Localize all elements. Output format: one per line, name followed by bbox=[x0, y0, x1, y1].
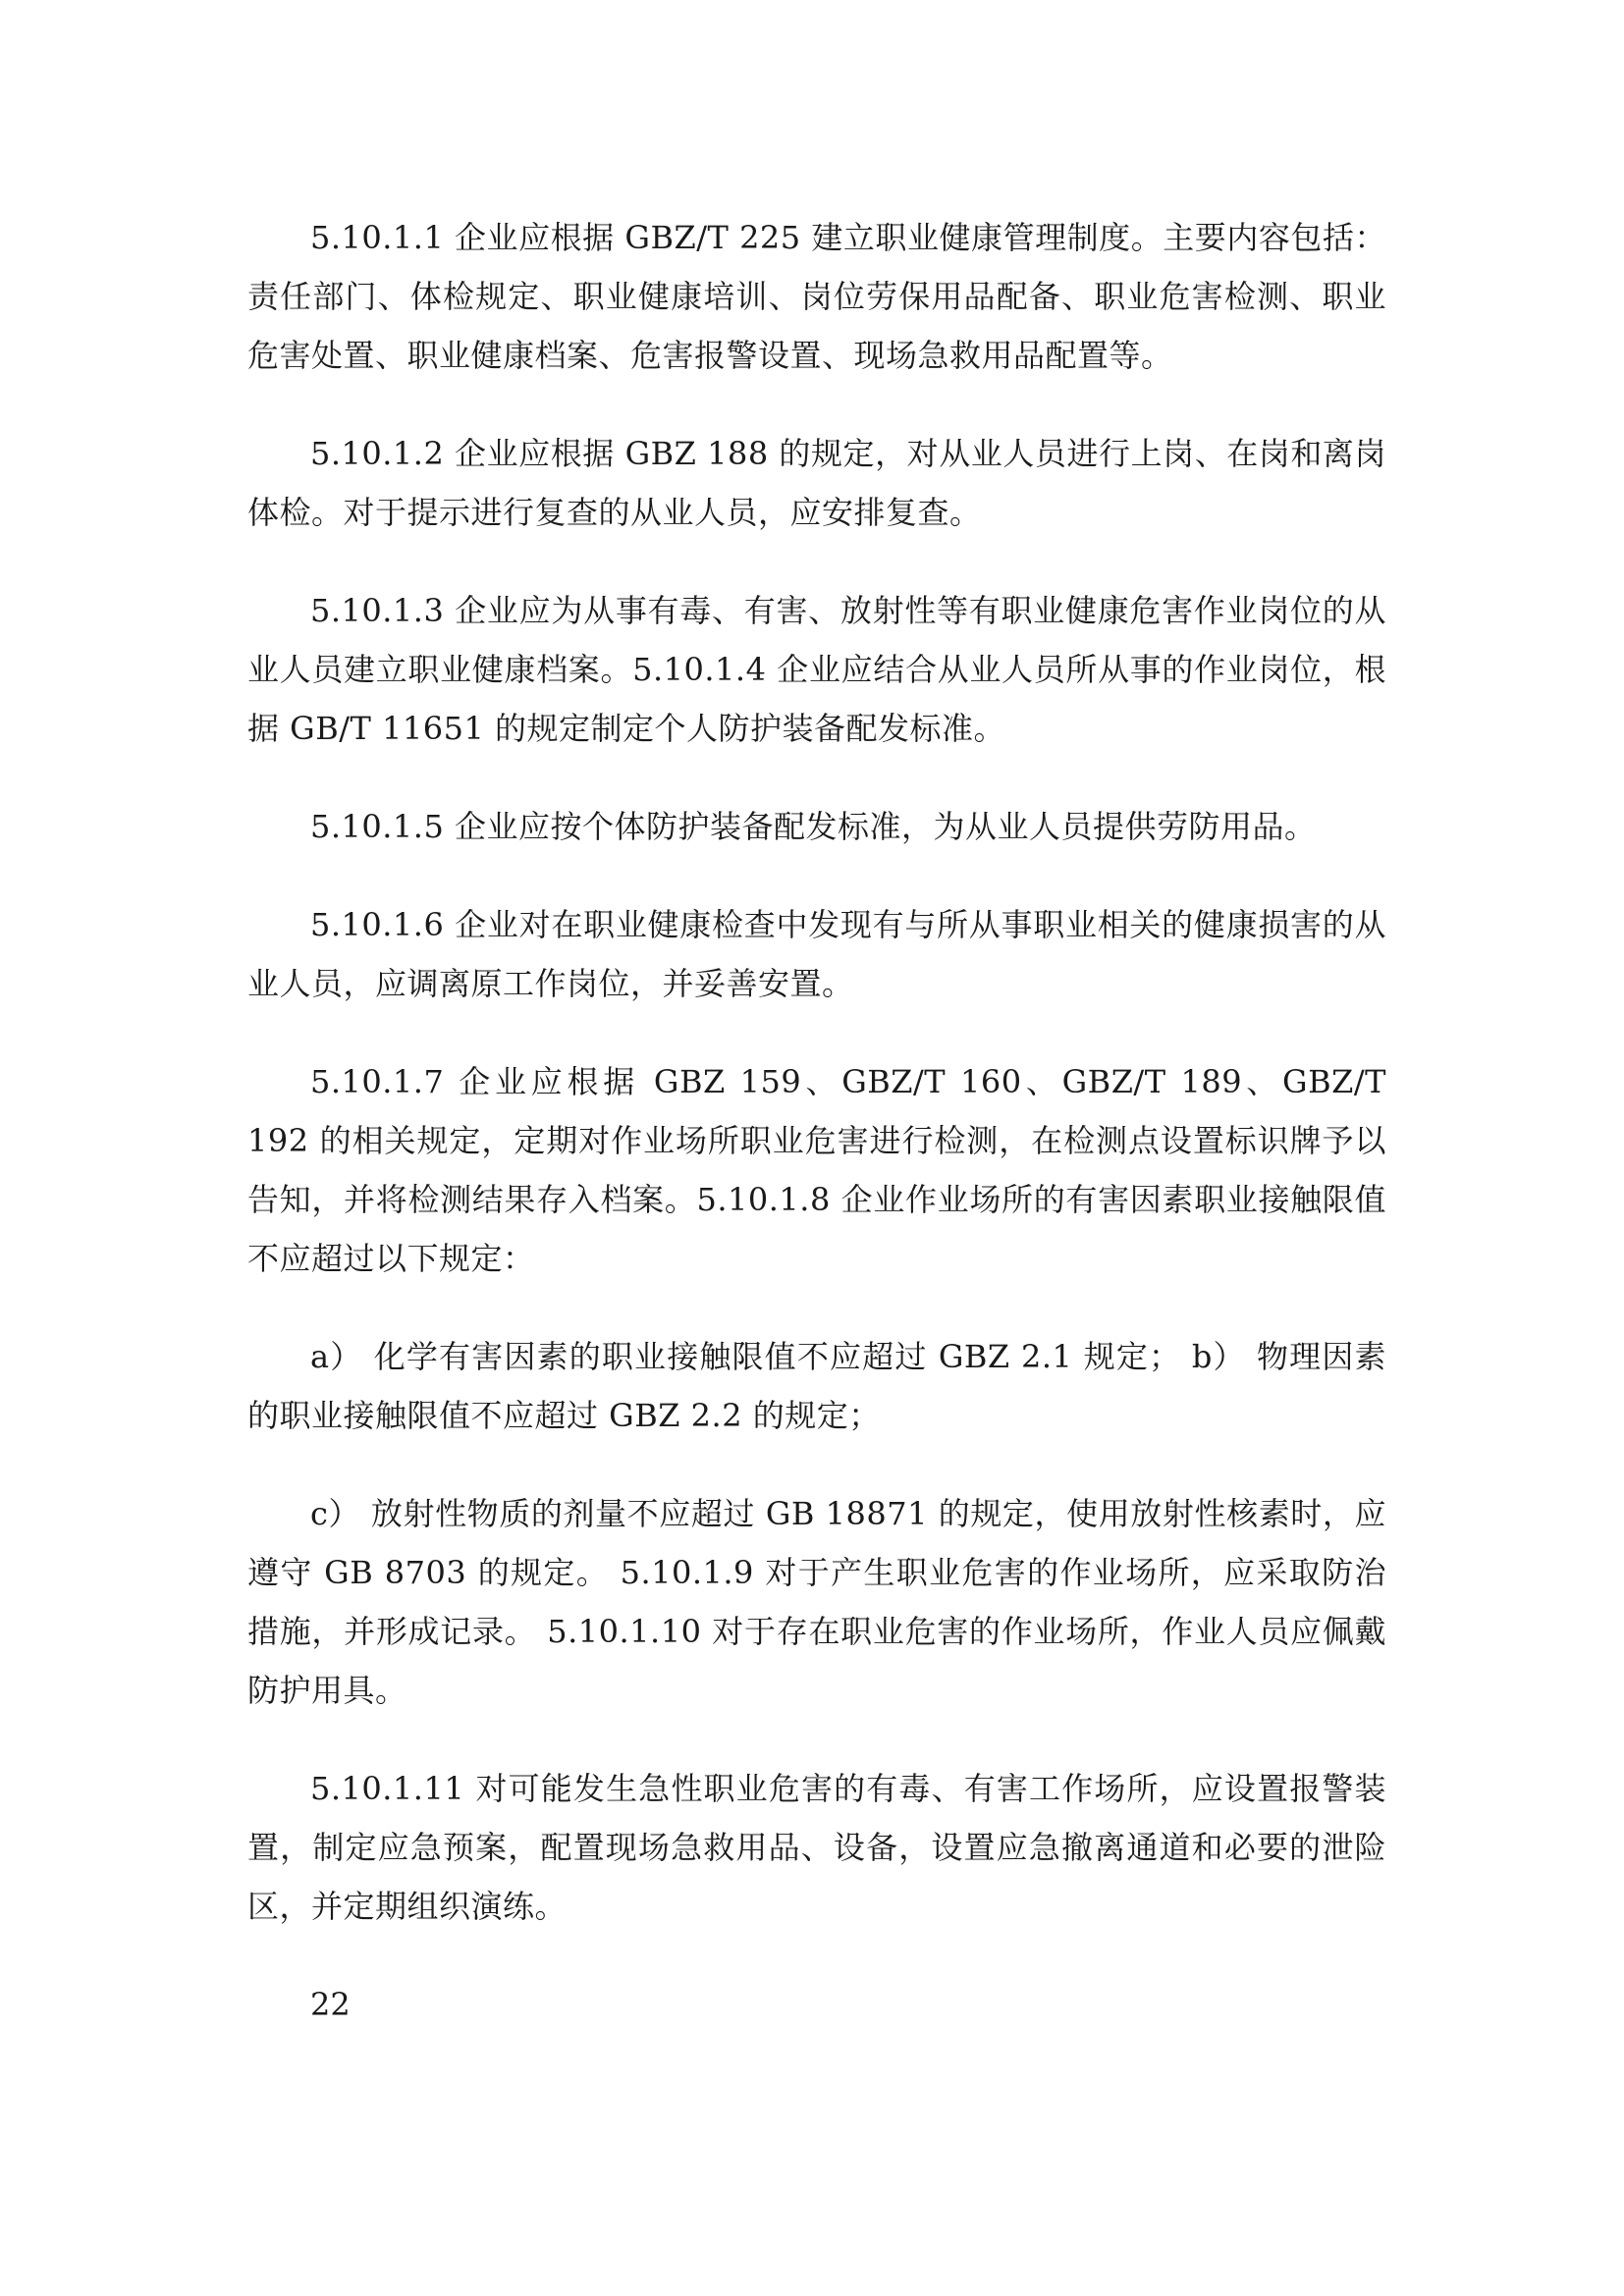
paragraph-5-10-1-5: 5.10.1.5 企业应按个体防护装备配发标准，为从业人员提供劳防用品。 bbox=[310, 808, 1317, 845]
paragraph-list-c: c） 放射性物质的剂量不应超过 GB 18871 的规定，使用放射性核素时，应遵守 GB 8703 的规定。 5.10.1.9 对于产生职业危害的作业场所，应采取防治措施，并形成记录。 5.10.1.10 对于存在职业危害的作业场所，作业人员应佩戴防护用具。 bbox=[247, 1495, 1386, 1709]
paragraph-5-10-1-2: 5.10.1.2 企业应根据 GBZ 188 的规定，对从业人员进行上岗、在岗和离岗体检。对于提示进行复查的从业人员，应安排复查。 bbox=[247, 435, 1386, 531]
paragraph-5-10-1-6: 5.10.1.6 企业对在职业健康检查中发现有与所从事职业相关的健康损害的从业人员，应调离原工作岗位，并妥善安置。 bbox=[247, 906, 1386, 1002]
paragraph-5-10-1-7: 5.10.1.7 企业应根据 GBZ 159、GBZ/T 160、GBZ/T 189、GBZ/T 192 的相关规定，定期对作业场所职业危害进行检测，在检测点设置标识牌予以告知，并将检测结果存入档案。5.10.1.8 企业作业场所的有害因素职业接触限值不应超过以下规定： bbox=[247, 1063, 1386, 1277]
paragraph-5-10-1-1: 5.10.1.1 企业应根据 GBZ/T 225 建立职业健康管理制度。主要内容包括：责任部门、体检规定、职业健康培训、岗位劳保用品配备、职业危害检测、职业危害处置、职业健康档案、危害报警设置、现场急救用品配置等。 bbox=[247, 219, 1386, 374]
paragraph-list-a-b: a） 化学有害因素的职业接触限值不应超过 GBZ 2.1 规定； b） 物理因素的职业接触限值不应超过 GBZ 2.2 的规定； bbox=[247, 1338, 1386, 1434]
document-body bbox=[247, 208, 1386, 2034]
paragraph-5-10-1-11: 5.10.1.11 对可能发生急性职业危害的有毒、有害工作场所，应设置报警装置，制定应急预案，配置现场急救用品、设备，设置应急撤离通道和必要的泄险区，并定期组织演练。 bbox=[247, 1770, 1386, 1925]
page-number: 22 bbox=[310, 1986, 351, 2023]
paragraph-5-10-1-3: 5.10.1.3 企业应为从事有毒、有害、放射性等有职业健康危害作业岗位的从业人员建立职业健康档案。5.10.1.4 企业应结合从业人员所从事的作业岗位，根据 GB/T 11651 的规定制定个人防护装备配发标准。 bbox=[247, 592, 1386, 747]
